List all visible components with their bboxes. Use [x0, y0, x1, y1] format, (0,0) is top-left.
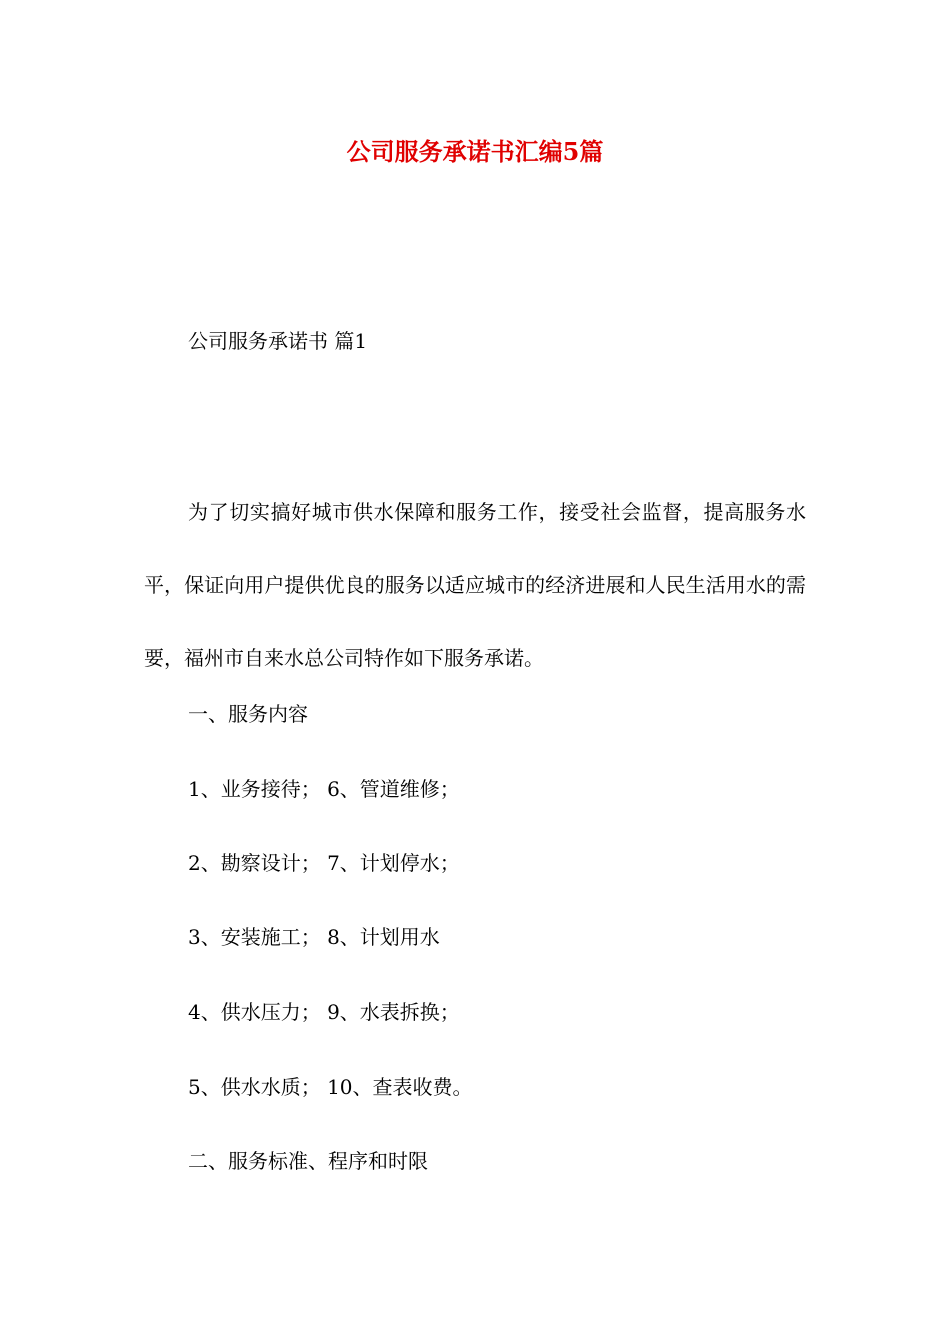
section-heading-service-standards: 二、服务标准、程序和时限	[188, 1149, 428, 1173]
document-subtitle: 公司服务承诺书 篇1	[188, 329, 368, 353]
intro-paragraph: 为了切实搞好城市供水保障和服务工作，接受社会监督，提高服务水平，保证向用户提供优良的服务以适应城市的经济进展和人民生活用水的需要，福州市自来水总公司特作如下服务承诺。	[144, 500, 806, 670]
list-item: 2、勘察设计； 7、计划停水；	[188, 851, 460, 875]
list-item: 4、供水压力； 9、水表拆换；	[188, 1000, 460, 1024]
document-title: 公司服务承诺书汇编5篇	[346, 137, 604, 166]
section-heading-service-content: 一、服务内容	[188, 702, 308, 726]
list-item: 3、安装施工； 8、计划用水	[188, 925, 440, 949]
list-item: 1、业务接待； 6、管道维修；	[188, 777, 460, 801]
list-item: 5、供水水质； 10、查表收费。	[188, 1075, 473, 1099]
